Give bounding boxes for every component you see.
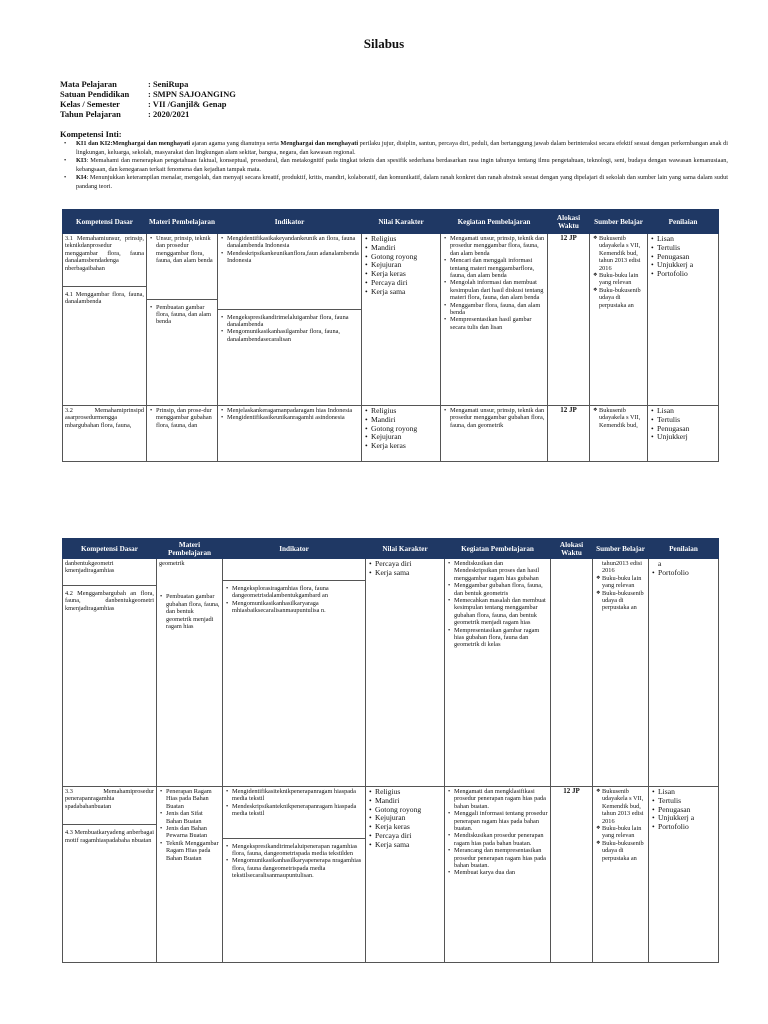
list-item: • Memecahkan masalah dan membuat kesimpulan tentang menggambar gubahan flora, fauna, dan bentuk geometrik menjadi ragam hias bbox=[447, 597, 548, 627]
list-item: • Mendeskripsikanteknikpenerapanragam hiaspada media tekstil bbox=[225, 803, 363, 818]
list-item: • Mengekspresikandirimelaluipenerapan ragamhias flora, fauna, dangeometrispada media tekstilden bbox=[225, 843, 363, 858]
list-item: • Religius bbox=[364, 407, 438, 416]
penilaian-cell bbox=[649, 787, 719, 963]
kompetensi-inti-heading: Kompetensi Inti: bbox=[60, 129, 122, 139]
materi-cell bbox=[147, 234, 218, 406]
ki-item bbox=[62, 140, 728, 157]
header-kompetensi-dasar: Kompetensi Dasar bbox=[63, 210, 147, 234]
list-item: • Lisan bbox=[651, 788, 716, 797]
list-item: • Portofolio bbox=[651, 569, 716, 578]
header-sumber: Sumber Belajar bbox=[590, 210, 648, 234]
kegiatan-cell bbox=[445, 559, 551, 787]
kd-text: 4.3 Membuatkaryadeng anberbagai motif ragamhiaspadabaha nbuatan bbox=[65, 829, 154, 844]
list-item: • Portofolio bbox=[651, 823, 716, 832]
table-row bbox=[63, 234, 719, 406]
list-item: • Gotong royong bbox=[364, 425, 438, 434]
alokasi-cell: 12 JP bbox=[548, 406, 590, 462]
list-item: • Mendiskusikan prosedur penerapan ragam hias pada bahan buatan. bbox=[447, 832, 548, 847]
list-item: • Kerja keras bbox=[364, 270, 438, 279]
list-item: ❖ Buku-buku lain yang relevan bbox=[592, 272, 645, 287]
list-item: • Mandiri bbox=[368, 797, 442, 806]
kd-text: danbentukgeometri kmenjadiragamhias bbox=[65, 560, 115, 575]
table-row bbox=[63, 559, 719, 787]
list-item: • Menggambar gubahan flora, fauna, dan bentuk geometris bbox=[447, 582, 548, 597]
list-item: • Mengolah informasi dan membuat kesimpulan dari hasil diskusi tentang materi flora, fauna, dan alam benda bbox=[443, 279, 545, 301]
header-materi: Materi Pembelajaran bbox=[157, 539, 223, 559]
list-item: ❖ Buku-buku lain yang relevan bbox=[595, 825, 646, 840]
list-item: • Prinsip, dan prose-dur menggambar gubahan flora, fauna, dan bbox=[149, 407, 215, 429]
list-item: • Unjukkerj a bbox=[650, 261, 716, 270]
list-item: • Unjukkerj a bbox=[651, 814, 716, 823]
list-item: • Unjukkerj bbox=[650, 433, 716, 442]
list-item: • Percaya diri bbox=[368, 832, 442, 841]
alokasi-cell: 12 JP bbox=[548, 234, 590, 406]
list-item: • Mempresentasikan hasil gambar secara tulis dan lisan bbox=[443, 316, 545, 331]
penilaian-cont-text: a bbox=[658, 559, 662, 568]
ki-emphasis: Menghargai dan menghayati bbox=[112, 140, 191, 147]
table-header-row bbox=[63, 539, 719, 559]
ki-label: KI1 dan KI2: bbox=[76, 140, 113, 147]
meta-label: Tahun Pelajaran bbox=[60, 109, 121, 119]
penilaian-cell bbox=[648, 406, 719, 462]
syllabus-table-2 bbox=[62, 538, 719, 963]
kd-text: 3.2 Memahamiprinsipd asarprosedurmengga mbargubahan flora, fauna, bbox=[65, 407, 144, 429]
list-item: • Mendiskusikan dan Mendeskripsikan proses dan hasil menggambar ragam hias gubahan bbox=[447, 560, 548, 582]
meta-row bbox=[60, 79, 236, 89]
header-alokasi: Alokasi Waktu bbox=[551, 539, 593, 559]
list-item: ❖ Bukusenib udayakela s VII, Kemendik bud, bbox=[592, 407, 645, 429]
list-item: • Membuat karya dua dan bbox=[447, 869, 548, 876]
sumber-cont-text: tahun2013 edisi 2016 bbox=[602, 560, 643, 575]
list-item: • Teknik Menggambar Ragam Hias pada Bahan Buatan bbox=[159, 840, 220, 862]
sumber-cell bbox=[593, 787, 649, 963]
materi-cell bbox=[157, 787, 223, 963]
list-item: • Kerja sama bbox=[368, 569, 442, 578]
meta-row bbox=[60, 109, 236, 119]
list-item: • Percaya diri bbox=[368, 560, 442, 569]
list-item: • Mengidentifikasikeunikanragamhi asindonesia bbox=[220, 414, 359, 421]
header-nilai-karakter: Nilai Karakter bbox=[366, 539, 445, 559]
list-item: • Mengamati unsur, prinsip, teknik dan prosedur menggambar gubahan flora, fauna, dan geometrik bbox=[443, 407, 545, 429]
list-item: • Mandiri bbox=[364, 244, 438, 253]
list-item: • Gotong royong bbox=[368, 806, 442, 815]
list-item: • Tertulis bbox=[650, 244, 716, 253]
indikator-cell bbox=[223, 559, 366, 787]
ki-text: perilaku jujur, disiplin, santun, percaya diri, peduli, dan bertanggung jawab dalam berinteraksi secara efektif sesuai dengan perkembangan anak di lingkungan, keluarga, sekolah, masyarakat dan lingkungan alam sekitar, bangsa, negara, dan kawasan regional. bbox=[76, 140, 728, 156]
header-materi: Materi Pembelajaran bbox=[147, 210, 218, 234]
indikator-cell bbox=[223, 787, 366, 963]
list-item: • Mengeksplorasiragamhias flora, fauna dangeometrisdalambentukgambard an bbox=[225, 585, 363, 600]
list-item: • Mengomunikasikanhasilgambar flora, fauna, danalambendasecaralisan bbox=[220, 328, 359, 343]
sumber-cell bbox=[590, 406, 648, 462]
list-item: • Mengomunikasikanhasilkaryapenerapa nragamhias flora, fauna dangeometrispada media tekstilsecaralisanmaupuntulisan. bbox=[225, 857, 363, 879]
list-item: • Lisan bbox=[650, 407, 716, 416]
kegiatan-cell bbox=[441, 234, 548, 406]
kd-cell bbox=[63, 234, 147, 406]
list-item: • Portofolio bbox=[650, 270, 716, 279]
list-item: • Kerja sama bbox=[364, 288, 438, 297]
list-item: ❖ Buku-bukusenib udaya di perpustaka an bbox=[595, 590, 646, 612]
list-item: • Kerja sama bbox=[368, 841, 442, 850]
header-indikator: Indikator bbox=[223, 539, 366, 559]
list-item: • Kerja keras bbox=[364, 442, 438, 451]
nilai-cell bbox=[366, 559, 445, 787]
sumber-cell bbox=[590, 234, 648, 406]
list-item: • Mengomunikasikanhasilkaryaraga mhiasbaiksecaralisanmaupuntulisa n. bbox=[225, 600, 363, 615]
materi-text: geometrik bbox=[159, 560, 185, 567]
ki-text: : Memahami dan menerapkan pengetahuan faktual, konseptual, prosedural, dan metakognitif pada tingkat teknis dan spesifik sederhana berdasarkan rasa ingin tahunya tentang ilmu pengetahuan, teknologi, seni, budaya dengan wawasan kemanusiaan, kebangsaan, dan kenegaraan terkait fenomena dan kejadian tampak mata. bbox=[76, 157, 728, 173]
list-item: ❖ Buku-bukusenib udaya di perpustaka an bbox=[592, 287, 645, 309]
ki-emphasis: Menghargai dan menghayati bbox=[280, 140, 359, 147]
ki-text: ajaran agama yang dianutnya serta bbox=[190, 140, 281, 147]
header-penilaian: Penilaian bbox=[649, 539, 719, 559]
header-sumber: Sumber Belajar bbox=[593, 539, 649, 559]
list-item: • Mandiri bbox=[364, 416, 438, 425]
table-row bbox=[63, 406, 719, 462]
list-item: • Gotong royong bbox=[364, 253, 438, 262]
list-item: • Kejujuran bbox=[364, 261, 438, 270]
meta-value: : 2020/2021 bbox=[148, 109, 190, 119]
syllabus-table-1 bbox=[62, 209, 719, 462]
list-item: • Lisan bbox=[650, 235, 716, 244]
penilaian-cell bbox=[649, 559, 719, 787]
list-item: • Penugasan bbox=[650, 425, 716, 434]
list-item: • Religius bbox=[368, 788, 442, 797]
materi-cell bbox=[147, 406, 218, 462]
list-item: • Mencari dan menggali informasi tentang materi menggambarflora, fauna, dan alam benda bbox=[443, 257, 545, 279]
list-item: • Penugasan bbox=[651, 806, 716, 815]
meta-value: : VII /Ganjil& Genap bbox=[148, 99, 227, 109]
page-title: Silabus bbox=[363, 36, 405, 51]
penilaian-cell bbox=[648, 234, 719, 406]
list-item: • Kejujuran bbox=[364, 433, 438, 442]
header-kegiatan: Kegiatan Pembelajaran bbox=[441, 210, 548, 234]
nilai-cell bbox=[362, 406, 441, 462]
list-item: • Mendeskripsikankeunikanflora,faun adanalambenda Indonesia bbox=[220, 250, 359, 265]
kd-text: 4.1 Menggambar flora, fauna, danalambenda bbox=[65, 291, 144, 306]
list-item: • Penugasan bbox=[650, 253, 716, 262]
kd-text: 4.2 Menggambargubah an flora, fauna, danbentukgeometri kmenjadiragamhias bbox=[65, 589, 154, 612]
list-item: • Religius bbox=[364, 235, 438, 244]
sumber-cell bbox=[593, 559, 649, 787]
meta-label: Kelas / Semester bbox=[60, 99, 120, 109]
indikator-cell bbox=[218, 234, 362, 406]
ki-label: KI4 bbox=[76, 174, 87, 182]
list-item: • Kejujuran bbox=[368, 814, 442, 823]
list-item: • Unsur, prinsip, teknik dan prosedur menggambar flora, fauna, dan alam benda bbox=[149, 235, 215, 265]
list-item: • Pembuatan gambar gubahan flora, fauna, dan bentuk geometrik menjadi ragam hias bbox=[159, 593, 220, 630]
meta-value: : SeniRupa bbox=[148, 79, 189, 89]
list-item: • Percaya diri bbox=[364, 279, 438, 288]
header-penilaian: Penilaian bbox=[648, 210, 719, 234]
kd-text: 3.3 Memahamiprosedur penerapanragamhia spadabahanbuatan bbox=[65, 788, 154, 810]
list-item: • Mengekspresikandirimelaluigambar flora, fauna danalambenda bbox=[220, 314, 359, 329]
kompetensi-inti-list bbox=[62, 140, 728, 192]
meta-row bbox=[60, 99, 236, 109]
list-item: • Merancang dan mempresentasikan prosedur penerapan ragam hias pada bahan buatan. bbox=[447, 847, 548, 869]
alokasi-cell: 12 JP bbox=[551, 787, 593, 963]
list-item: • Tertulis bbox=[650, 416, 716, 425]
header-indikator: Indikator bbox=[218, 210, 362, 234]
kegiatan-cell bbox=[441, 406, 548, 462]
list-item: • Jenis dan Sifat Bahan Buatan bbox=[159, 810, 220, 825]
list-item: ❖ Buku-bukusenib udaya di perpustaka an bbox=[595, 840, 646, 862]
header-nilai-karakter: Nilai Karakter bbox=[362, 210, 441, 234]
kd-text: 3.1 Memahamiunsur, prinsip, teknikdanprosedur menggambar flora, fauna danalamsbendadenga nberbagaibahan bbox=[65, 235, 144, 272]
ki-item bbox=[62, 157, 728, 174]
list-item: • Penerapan Ragam Hias pada Bahan Buatan bbox=[159, 788, 220, 810]
list-item: • Menggambar flora, fauna, dan alam benda bbox=[443, 302, 545, 317]
kd-cell bbox=[63, 787, 157, 963]
ki-label: KI3 bbox=[76, 157, 87, 165]
ki-text: : Menunjukkan keterampilan menalar, mengolah, dan menyaji secara kreatif, produktif, kritis, mandiri, kolaboratif, dan komunikatif, dalam ranah konkret dan ranah abstrak sesuai dengan yang dipelajari di sekolah dan sumber lain yang sama dalam sudut pandang teori. bbox=[76, 174, 728, 190]
list-item: • Menggali informasi tentang prosedur penerapan ragam hias pada bahan buatan. bbox=[447, 810, 548, 832]
meta-value: : SMPN SAJOANGING bbox=[148, 89, 236, 99]
list-item: • Menjelaskankeragamanpadaragam hias Indonesia bbox=[220, 407, 359, 414]
list-item: • Mengamati unsur, prinsip, teknik dan prosedur menggambar flora, fauna, dan alam benda bbox=[443, 235, 545, 257]
syllabus-meta bbox=[60, 79, 236, 119]
kegiatan-cell bbox=[445, 787, 551, 963]
list-item: • Kerja keras bbox=[368, 823, 442, 832]
meta-label: Mata Pelajaran bbox=[60, 79, 117, 89]
kd-cell bbox=[63, 559, 157, 787]
header-alokasi: Alokasi Waktu bbox=[548, 210, 590, 234]
alokasi-cell bbox=[551, 559, 593, 787]
list-item: • Jenis dan Bahan Pewarna Buatan bbox=[159, 825, 220, 840]
nilai-cell bbox=[362, 234, 441, 406]
table-row bbox=[63, 787, 719, 963]
list-item: • Mempresentasikan gambar ragam hias gubahan flora, fauna dan geometrik di kelas bbox=[447, 627, 548, 649]
table-header-row bbox=[63, 210, 719, 234]
list-item: • Tertulis bbox=[651, 797, 716, 806]
list-item: • Mengamati dan mengklasifikasi prosedur penerapan ragam hias pada bahan buatan. bbox=[447, 788, 548, 810]
list-item: • Pembuatan gambar flora, fauna, dan alam benda bbox=[149, 304, 215, 326]
indikator-cell bbox=[218, 406, 362, 462]
header-kompetensi-dasar: Kompetensi Dasar bbox=[63, 539, 157, 559]
ki-item bbox=[62, 174, 728, 191]
list-item: • Mengidentifikasikakeyandankeunik an flora, fauna danalambenda Indonesia bbox=[220, 235, 359, 250]
kd-cell bbox=[63, 406, 147, 462]
meta-row bbox=[60, 89, 236, 99]
list-item: ❖ Bukusenib udayakela s VII, Kemendik bud, tahun 2013 edisi 2016 bbox=[595, 788, 646, 825]
list-item: ❖ Bukusenib udayakela s VII, Kemendik bud, tahun 2013 edisi 2016 bbox=[592, 235, 645, 272]
nilai-cell bbox=[366, 787, 445, 963]
header-kegiatan: Kegiatan Pembelajaran bbox=[445, 539, 551, 559]
list-item: ❖ Buku-buku lain yang relevan bbox=[595, 575, 646, 590]
meta-label: Satuan Pendidikan bbox=[60, 89, 130, 99]
materi-cell bbox=[157, 559, 223, 787]
list-item: • Mengidentifikasiteknikpenerapanragam hiaspada media tekstil bbox=[225, 788, 363, 803]
